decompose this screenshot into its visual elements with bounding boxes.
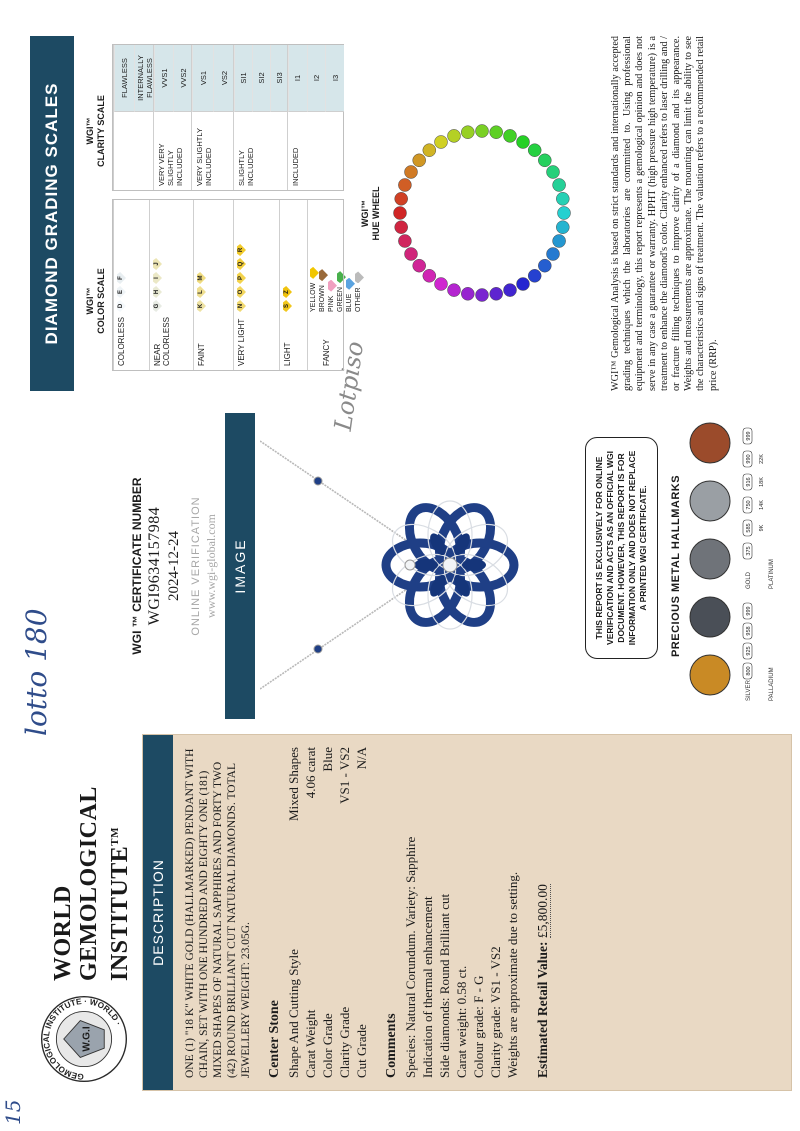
color-grade-gem: E [117, 286, 126, 298]
center-stone-title: Center Stone [267, 1000, 282, 1078]
color-title-line: WGI™ [85, 287, 95, 315]
hue-gem [504, 129, 517, 142]
center-stone-row [285, 747, 302, 1078]
row-value: 4.06 carat [303, 747, 318, 799]
handwritten-number: 15 [1, 1099, 25, 1125]
description-text: ONE (1) "18 K" WHITE GOLD (HALLMARKED) PENDANT WITH CHAIN, SET WITH ONE HUNDRED AND EIGHTY ONE (181) MIXED SHAPES OF NATURAL SAPPHIRES AND FORTY TWO (42) ROUND BRILLIANT CUT NATURAL DIAMONDS. TOTAL JEWELLERY WEIGHT: 23.05G. [184, 748, 252, 1078]
fancy-color-row [328, 267, 337, 312]
estimated-retail-value [535, 747, 551, 1078]
color-grade-gems [280, 202, 308, 312]
color-band [279, 200, 308, 370]
hallmark-mark: 585 [746, 523, 752, 533]
hallmarks-chart [688, 411, 783, 701]
comments-title: Comments [384, 1013, 399, 1078]
center-stone-row [336, 747, 353, 1078]
color-grade-gem: H [153, 286, 162, 298]
color-band-label: VERY LIGHT [237, 318, 246, 366]
color-band-label: FAINT [197, 343, 206, 366]
hue-gem [553, 235, 566, 248]
color-title-line: COLOR SCALE [96, 268, 106, 334]
clarity-band [233, 45, 288, 190]
center-stone-row [319, 747, 336, 1078]
hue-wheel [382, 113, 582, 313]
hallmark-mark: 925 [746, 646, 752, 656]
clarity-grades [234, 45, 288, 112]
center-stone-row [302, 747, 319, 1078]
fancy-color-gem [310, 267, 319, 279]
metal-label: GOLD [746, 571, 752, 589]
hue-gem [413, 259, 426, 272]
hue-gem [553, 179, 566, 192]
clarity-grade: SI2 [252, 45, 270, 112]
color-grade-gems [194, 202, 234, 312]
online-verification-url[interactable]: www.wgi-global.com [204, 514, 218, 618]
wgi-logo [38, 993, 130, 1085]
estimated-value-amount: £5,800.00 [535, 884, 550, 939]
clarity-band-label: SLIGHTLY INCLUDED [237, 147, 255, 186]
brand-tm: TM [109, 827, 121, 846]
clarity-band [113, 45, 154, 190]
color-grade-gem: I [153, 272, 162, 284]
color-grade-gems [114, 202, 150, 312]
hue-gem [517, 278, 530, 291]
fancy-colors [308, 267, 363, 312]
handwritten-lot: lotto 180 [20, 608, 53, 736]
description-box [142, 734, 792, 1091]
hue-title-line: HUE WHEEL [371, 186, 381, 241]
color-grade-gem: P [237, 272, 246, 284]
grading-panel [30, 36, 790, 391]
description-panel [30, 736, 790, 1091]
row-value: Mixed Shapes [286, 747, 301, 822]
color-grade-gems [150, 202, 194, 312]
fancy-color-label: PINK [328, 295, 336, 312]
hue-gem [435, 278, 448, 291]
clarity-grade: I1 [288, 45, 307, 112]
hue-gem [405, 248, 418, 261]
clarity-band [153, 45, 192, 190]
fancy-band [307, 200, 363, 370]
fancy-color-gem [328, 280, 337, 292]
color-band [233, 200, 280, 370]
clarity-band-label: VERY VERY SLIGHTLY INCLUDED [157, 143, 184, 186]
clarity-grade: I2 [307, 45, 326, 112]
hue-gem [556, 221, 569, 234]
clarity-title-line: CLARITY SCALE [96, 95, 106, 167]
hallmark-karat: 14K [759, 500, 765, 510]
hallmark-coin [690, 539, 730, 579]
clarity-grade: VS1 [192, 45, 213, 112]
hue-gem [395, 221, 408, 234]
fancy-color-label: OTHER [355, 287, 363, 312]
hue-title-line: WGI™ [360, 200, 370, 227]
brand-line-3-text: INSTITUTE [107, 845, 133, 981]
hallmark-mark: 999 [746, 431, 752, 441]
color-grade-gem: D [117, 300, 126, 312]
fancy-color-row [310, 267, 319, 312]
color-grade-gem: O [237, 286, 246, 298]
color-grade-gem: L [197, 286, 206, 298]
hallmark-coin [690, 597, 730, 637]
clarity-band-label [114, 112, 154, 190]
clarity-grade: FLAWLESS [114, 45, 134, 112]
clarity-grade: VVS2 [173, 45, 192, 112]
metal-label: PLATINUM [769, 559, 775, 589]
hallmark-karat: 9K [759, 524, 765, 532]
row-label: Carat Weight [303, 1009, 318, 1078]
color-band [149, 200, 194, 370]
hue-gem [398, 179, 411, 192]
row-value: Blue [320, 747, 335, 772]
hue-gem [448, 129, 461, 142]
clarity-grade: SI1 [234, 45, 252, 112]
fancy-color-label: BROWN [319, 285, 327, 312]
hallmark-mark: 800 [746, 666, 752, 676]
fancy-color-gem [319, 269, 328, 281]
hallmark-mark: 999 [746, 606, 752, 616]
hue-gem [405, 166, 418, 179]
color-grade-gem: S [283, 300, 292, 312]
fancy-color-label: GREEN [337, 287, 345, 312]
color-band-label: LIGHT [283, 342, 292, 366]
hue-gem [556, 192, 569, 205]
color-scale [112, 199, 363, 371]
hallmark-coin [690, 423, 730, 463]
color-band [193, 200, 234, 370]
brand-line-1: WORLD [50, 885, 76, 981]
color-grade-gems [234, 202, 280, 312]
fancy-label: FANCY [322, 339, 331, 366]
clarity-grade: VS2 [213, 45, 234, 112]
hue-gem [461, 287, 474, 300]
color-scale-title [85, 231, 107, 371]
clarity-scale [112, 44, 344, 191]
hallmark-coin [690, 481, 730, 521]
color-band-label: NEAR COLORLESS [153, 317, 171, 366]
clarity-grade: I3 [325, 45, 344, 112]
logo-initials: W.G.I [81, 1026, 93, 1052]
brand-line-3 [102, 786, 133, 981]
legal-text: WGI™ Gemological Analysis is based on strict standards and internationally accepted grading techniques which the laboratories are committed to. Using professional equipment and terminology, this report represents a gemological opinion and does not serve in any case a guarantee or warranty. HPHT (high pressure high temperature) is a treatment to enhance the diamond's color. Clarity enhanced refers to laser drilling and / or fracture filling techniques to improve clarity of a diamond and its appearance. Weights and measurements are approximate. The mounting can limit the ability to see the characteristics and signs of treatment. The valuation refers to a recommended retail price (RRP). [610, 36, 719, 391]
hue-gem [558, 207, 571, 220]
clarity-title-line: WGI™ [85, 117, 95, 145]
comment-line: Side diamonds: Round Brilliant cut [437, 893, 452, 1078]
logo-ring-text: GEMOLOGICAL INSTITUTE · WORLD · [42, 997, 123, 1082]
hallmark-mark: 916 [746, 477, 752, 487]
color-grade-gem: F [117, 272, 126, 284]
hue-gem [413, 154, 426, 167]
grading-header: DIAMOND GRADING SCALES [30, 36, 74, 391]
clarity-band [191, 45, 234, 190]
hue-gem [476, 125, 489, 138]
certificate-panel [30, 401, 790, 731]
fancy-color-row [337, 267, 346, 312]
clarity-grades [154, 45, 192, 112]
certificate-number-label: WGI ™ CERTIFICATE NUMBER [130, 477, 144, 655]
clarity-grade: INTERNALLY FLAWLESS [134, 45, 154, 112]
institute-name [50, 786, 133, 981]
clarity-grades [192, 45, 234, 112]
fancy-color-gem [346, 278, 355, 290]
brand-line-2: GEMOLOGICAL [76, 786, 102, 981]
clarity-grade: SI3 [270, 45, 288, 112]
certificate-date: 2024-12-24 [166, 531, 182, 601]
row-label: Shape And Cutting Style [286, 949, 301, 1078]
comment-line: Indication of thermal enhancement [420, 896, 435, 1078]
hue-gem [398, 235, 411, 248]
color-grade-gem: R [237, 244, 246, 256]
row-value: N/A [354, 747, 369, 770]
hue-gem [394, 207, 407, 220]
fancy-color-row [346, 267, 355, 312]
hue-gem [517, 136, 530, 149]
hallmark-mark: 990 [746, 454, 752, 464]
center-stone-row [353, 747, 370, 1078]
hallmark-mark: 958 [746, 626, 752, 636]
comment-line: Clarity grade: VS1 - VS2 [488, 946, 503, 1078]
comments-list [402, 747, 521, 1078]
color-grade-gem: Z [283, 286, 292, 298]
clarity-band [287, 45, 344, 190]
fancy-color-label: BLUE [346, 293, 354, 312]
color-band [113, 200, 150, 370]
hallmark-mark: 750 [746, 500, 752, 510]
clarity-grades [288, 45, 344, 112]
color-grade-gem: J [153, 258, 162, 270]
hue-gem [461, 126, 474, 139]
hallmark-mark: 375 [746, 546, 752, 556]
clarity-grades [114, 45, 154, 112]
hue-gem [476, 289, 489, 302]
metal-label: SILVER [746, 680, 752, 701]
hue-gem [490, 126, 503, 139]
hue-wheel-title [360, 36, 382, 391]
color-grade-gem: N [237, 300, 246, 312]
color-band-label: COLORLESS [117, 317, 126, 366]
hue-gem [538, 154, 551, 167]
certificate-number: WGI9634157984 [146, 506, 163, 626]
hallmark-karat: 18K [759, 477, 765, 487]
hue-gem [504, 284, 517, 297]
hue-gem [538, 259, 551, 272]
image-header: IMAGE [225, 413, 255, 719]
row-value: VS1 - VS2 [337, 747, 352, 804]
hallmark-coin [690, 655, 730, 695]
row-label: Color Grade [320, 1013, 335, 1078]
hue-gem [423, 144, 436, 157]
color-grade-gem: Q [237, 258, 246, 270]
handwritten-side-note: Lotpiso [328, 339, 370, 433]
hue-gem [490, 287, 503, 300]
fancy-color-gem [337, 271, 346, 283]
clarity-band-label: INCLUDED [291, 147, 300, 186]
clarity-scale-title [85, 46, 107, 216]
estimated-value-label: Estimated Retail Value: [535, 941, 550, 1078]
hue-gem [528, 144, 541, 157]
row-label: Clarity Grade [337, 1006, 352, 1078]
comment-line: Colour grade: F - G [471, 975, 486, 1078]
pendant-image [260, 413, 520, 719]
hallmark-karat: 22K [759, 454, 765, 464]
clarity-band-label: VERY SLIGHTLY INCLUDED [195, 128, 213, 186]
hue-gem [423, 269, 436, 282]
color-grade-gem: G [153, 300, 162, 312]
fancy-color-row [319, 267, 328, 312]
clarity-grade: VVS1 [154, 45, 173, 112]
online-disclaimer: THIS REPORT IS EXCLUSIVELY FOR ONLINE VERIFICATION AND ACTS AS AN OFFICIAL WGI DOCUMENT. HOWEVER, THIS REPORT IS FOR INFORMATION ONLY AND DOES NOT REPLACE A PRINTED WGI CERTIFICATE. [585, 437, 658, 659]
description-header: DESCRIPTION [143, 735, 173, 1090]
online-verification-label: ONLINE VERIFICATION [190, 496, 202, 636]
fancy-color-label: YELLOW [310, 282, 318, 312]
color-grade-gem: K [197, 300, 206, 312]
hallmarks-title: PRECIOUS METAL HALLMARKS [670, 474, 682, 658]
row-label: Cut Grade [354, 1024, 369, 1078]
hue-gem [547, 166, 560, 179]
comment-line: Carat weight: 0.58 ct. [454, 965, 469, 1078]
comment-line: Species: Natural Corundum. Variety: Sapphire [403, 836, 418, 1078]
color-grade-gem: M [197, 272, 206, 284]
hue-gem [547, 248, 560, 261]
hue-gem [528, 269, 541, 282]
hue-gem [395, 192, 408, 205]
comment-line: Weights are approximate due to setting. [505, 871, 520, 1078]
metal-label: PALLADIUM [769, 667, 775, 701]
hue-gem [448, 284, 461, 297]
hue-gem [435, 136, 448, 149]
